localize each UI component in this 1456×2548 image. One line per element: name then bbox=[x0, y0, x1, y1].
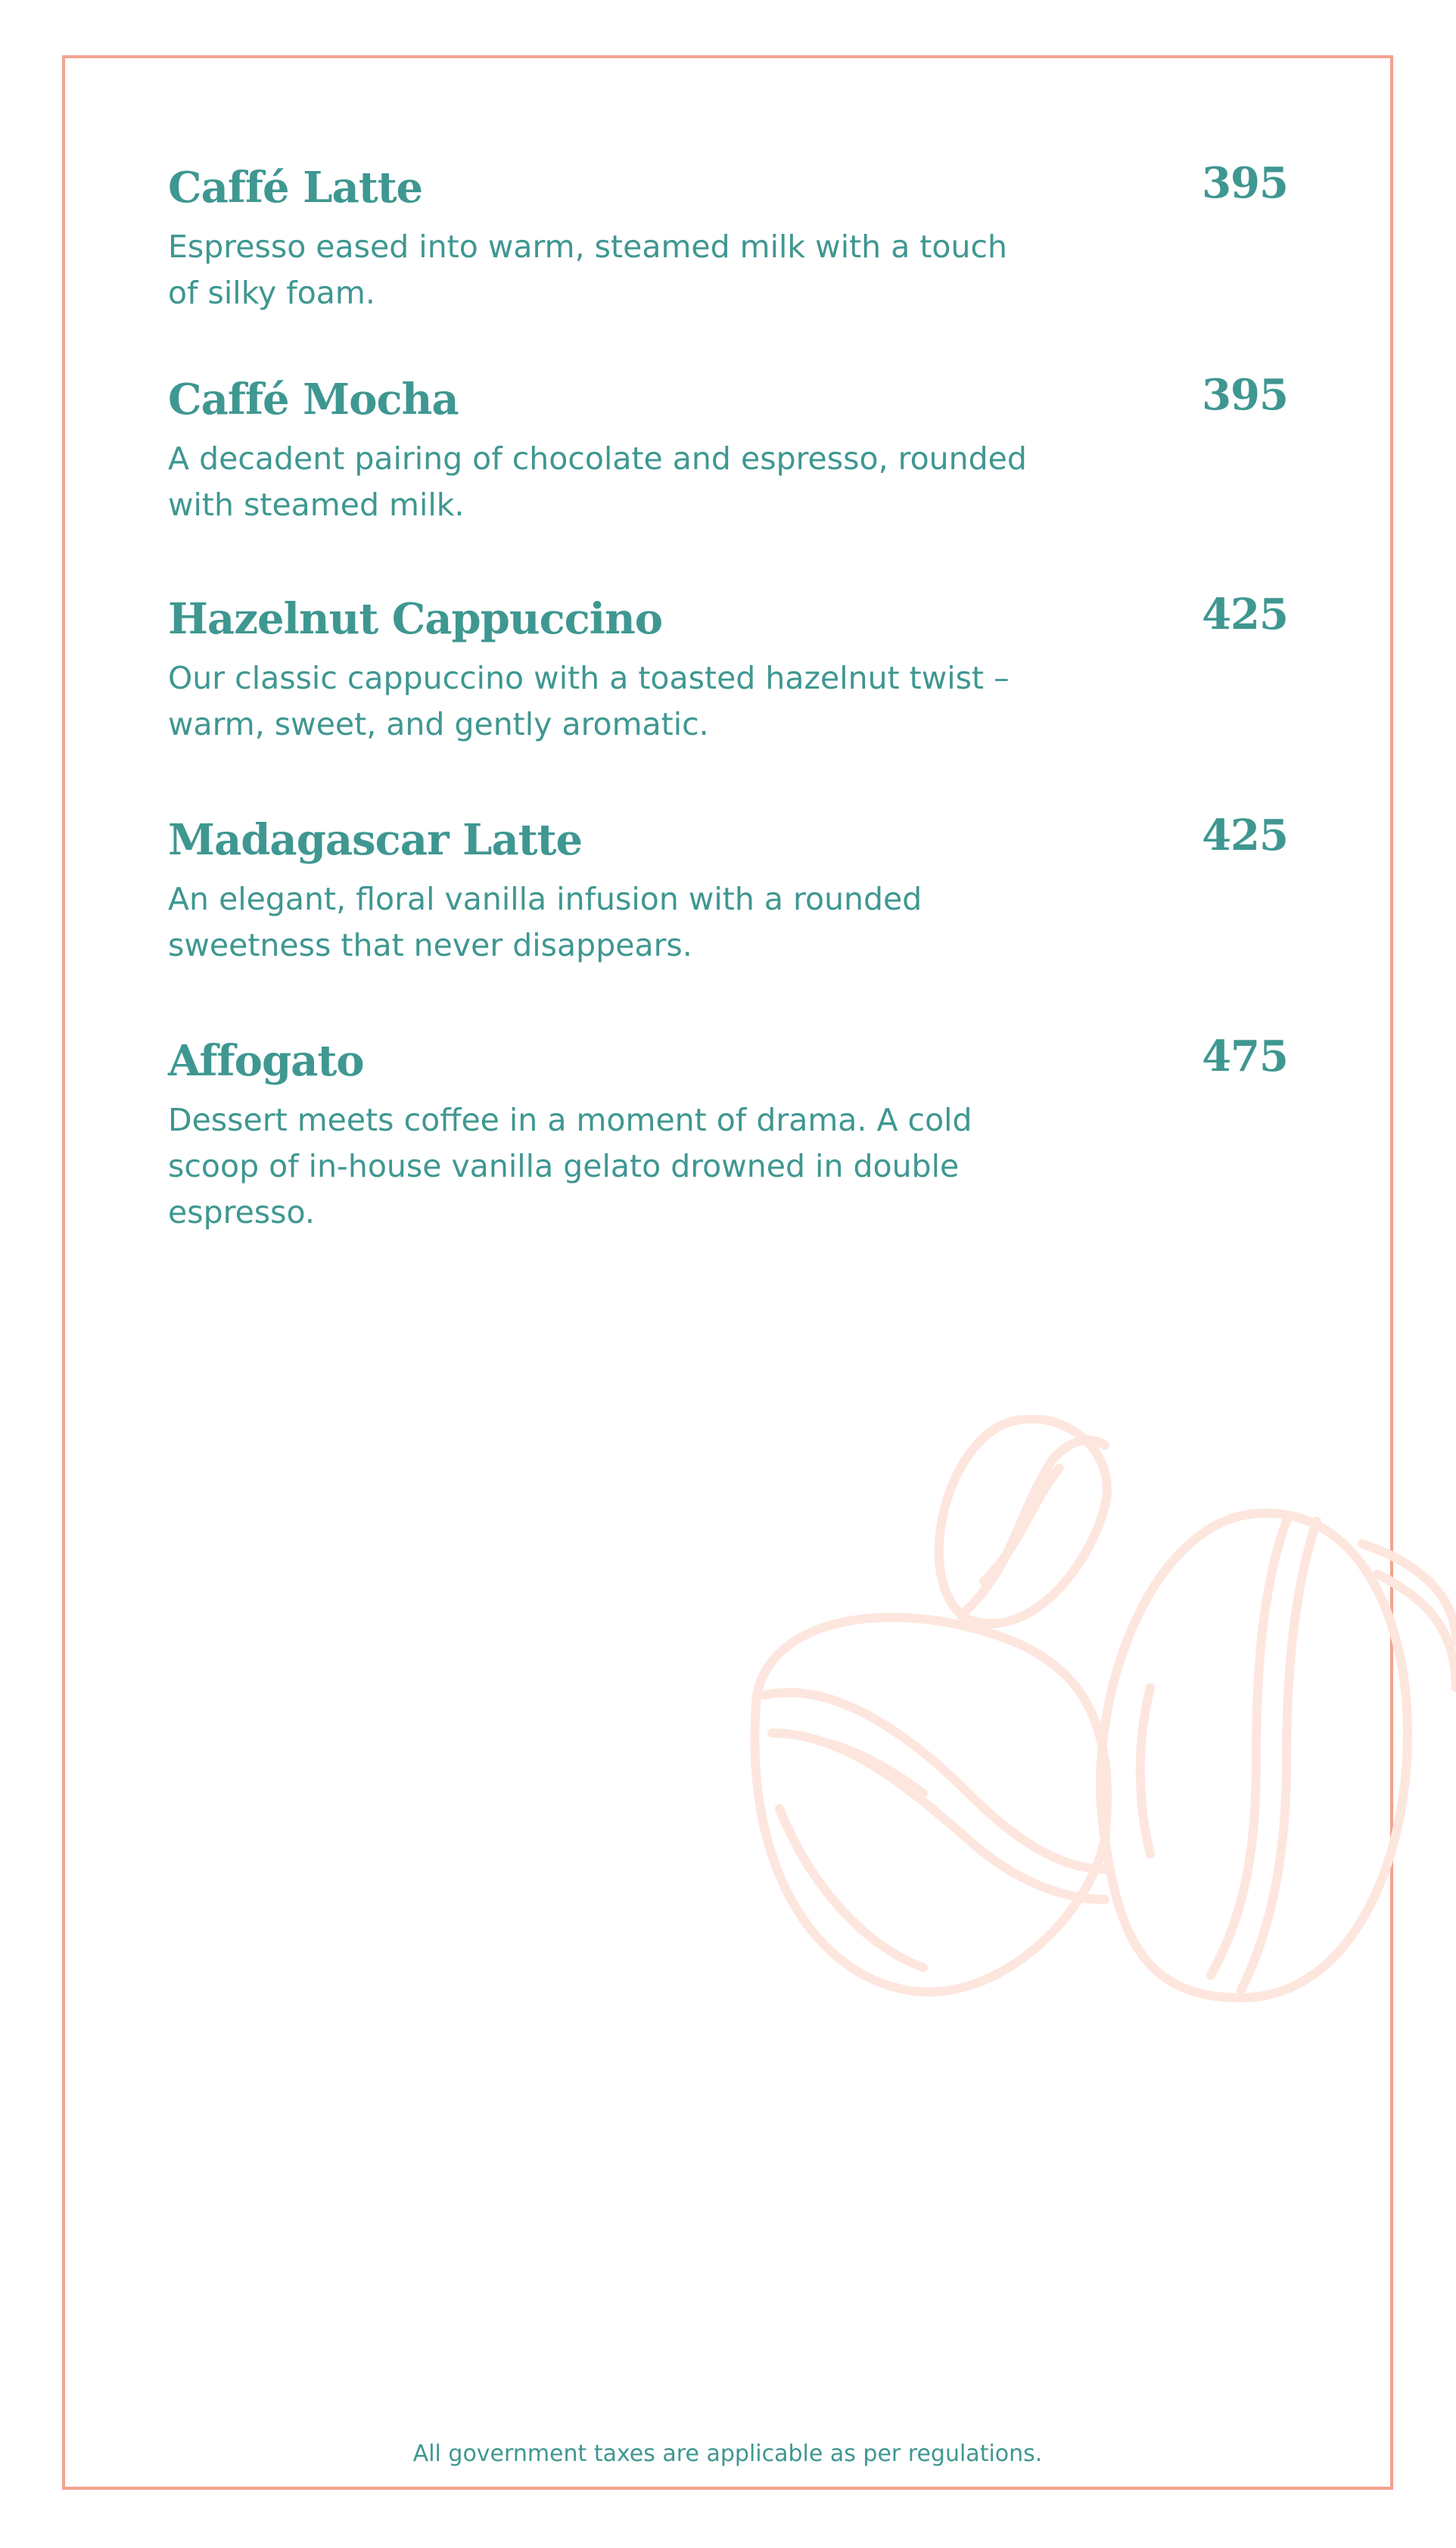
item-name: Affogato bbox=[168, 1036, 364, 1086]
item-price: 475 bbox=[1202, 1031, 1288, 1081]
menu-item bbox=[168, 371, 1288, 528]
menu-item bbox=[168, 1032, 1288, 1236]
item-name: Madagascar Latte bbox=[168, 815, 583, 865]
item-price: 425 bbox=[1202, 590, 1288, 639]
menu-item bbox=[168, 811, 1288, 969]
item-name: Hazelnut Cappuccino bbox=[168, 594, 663, 644]
item-description: Our classic cappuccino with a toasted hazelnut twist – warm, sweet, and gently aromatic. bbox=[168, 660, 1010, 742]
item-price: 425 bbox=[1202, 810, 1288, 860]
item-description: Espresso eased into warm, steamed milk with a touch of silky foam. bbox=[168, 229, 1008, 311]
item-description: Dessert meets coffee in a moment of drama. A cold scoop of in-house vanilla gelato drowned in double espresso. bbox=[168, 1102, 972, 1230]
item-description: A decadent pairing of chocolate and espresso, rounded with steamed milk. bbox=[168, 440, 1027, 523]
item-price: 395 bbox=[1202, 158, 1288, 208]
tax-note: All government taxes are applicable as per regulations. bbox=[412, 2441, 1043, 2467]
item-name: Caffé Latte bbox=[168, 163, 423, 213]
menu-item bbox=[168, 590, 1288, 748]
coffee-beans-icon bbox=[726, 1415, 1456, 2036]
item-description: An elegant, floral vanilla infusion with a rounded sweetness that never disappears. bbox=[168, 881, 922, 963]
item-price: 395 bbox=[1202, 370, 1288, 420]
menu-item bbox=[168, 159, 1288, 316]
item-name: Caffé Mocha bbox=[168, 375, 459, 425]
